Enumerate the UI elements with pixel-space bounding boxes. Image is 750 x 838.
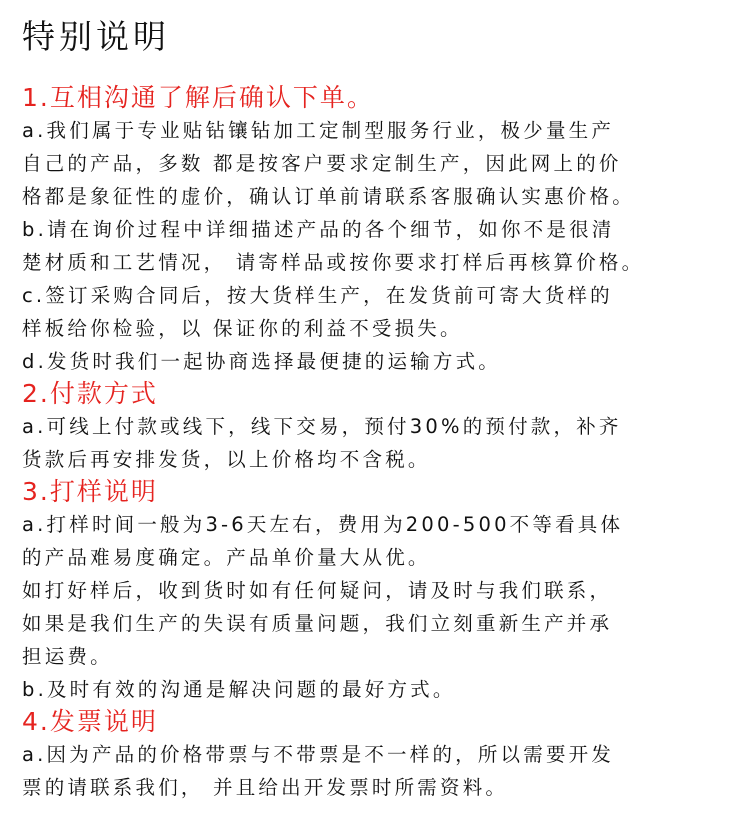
paragraph-line: a.打样时间一般为3-6天左右，费用为200-500不等看具体 [22, 513, 624, 536]
paragraph-line: d.发货时我们一起协商选择最便捷的运输方式。 [22, 350, 501, 373]
paragraph-line: a.可线上付款或线下，线下交易，预付30%的预付款，补齐 [22, 415, 622, 438]
section-invoice [22, 706, 740, 804]
section-heading: 1.互相沟通了解后确认下单。 [22, 83, 374, 112]
paragraph-line: 格都是象征性的虚价，确认订单前请联系客服确认实惠价格。 [22, 185, 635, 208]
section-sampling [22, 476, 740, 706]
paragraph-line: 票的请联系我们， 并且给出开发票时所需资料。 [22, 776, 509, 799]
section-heading: 4.发票说明 [22, 707, 158, 736]
section-heading: 2.付款方式 [22, 379, 158, 408]
paragraph-line: 自己的产品，多数 都是按客户要求定制生产，因此网上的价 [22, 152, 622, 175]
paragraph-line: b.及时有效的沟通是解决问题的最好方式。 [22, 678, 456, 701]
paragraph-line: a.因为产品的价格带票与不带票是不一样的，所以需要开发 [22, 743, 615, 766]
page-title: 特别说明 [22, 17, 170, 56]
paragraph-line: c.签订采购合同后，按大货样生产，在发货前可寄大货样的 [22, 284, 613, 307]
paragraph-line: 货款后再安排发货，以上价格均不含税。 [22, 448, 431, 471]
paragraph-line: b.请在询价过程中详细描述产品的各个细节，如你不是很清 [22, 218, 615, 241]
section-payment-method [22, 378, 740, 476]
paragraph-line: 担运费。 [22, 645, 113, 668]
paragraph-line: a.我们属于专业贴钻镶钻加工定制型服务行业，极少量生产 [22, 119, 615, 142]
paragraph-line: 如打好样后，收到货时如有任何疑问，请及时与我们联系， [22, 579, 613, 602]
section-heading: 3.打样说明 [22, 477, 158, 506]
paragraph-line: 的产品难易度确定。产品单价量大从优。 [22, 546, 431, 569]
paragraph-line: 样板给你检验，以 保证你的利益不受损失。 [22, 317, 463, 340]
paragraph-line: 楚材质和工艺情况， 请寄样品或按你要求打样后再核算价格。 [22, 251, 645, 274]
section-order-confirmation [22, 82, 740, 378]
paragraph-line: 如果是我们生产的失误有质量问题，我们立刻重新生产并承 [22, 612, 613, 635]
